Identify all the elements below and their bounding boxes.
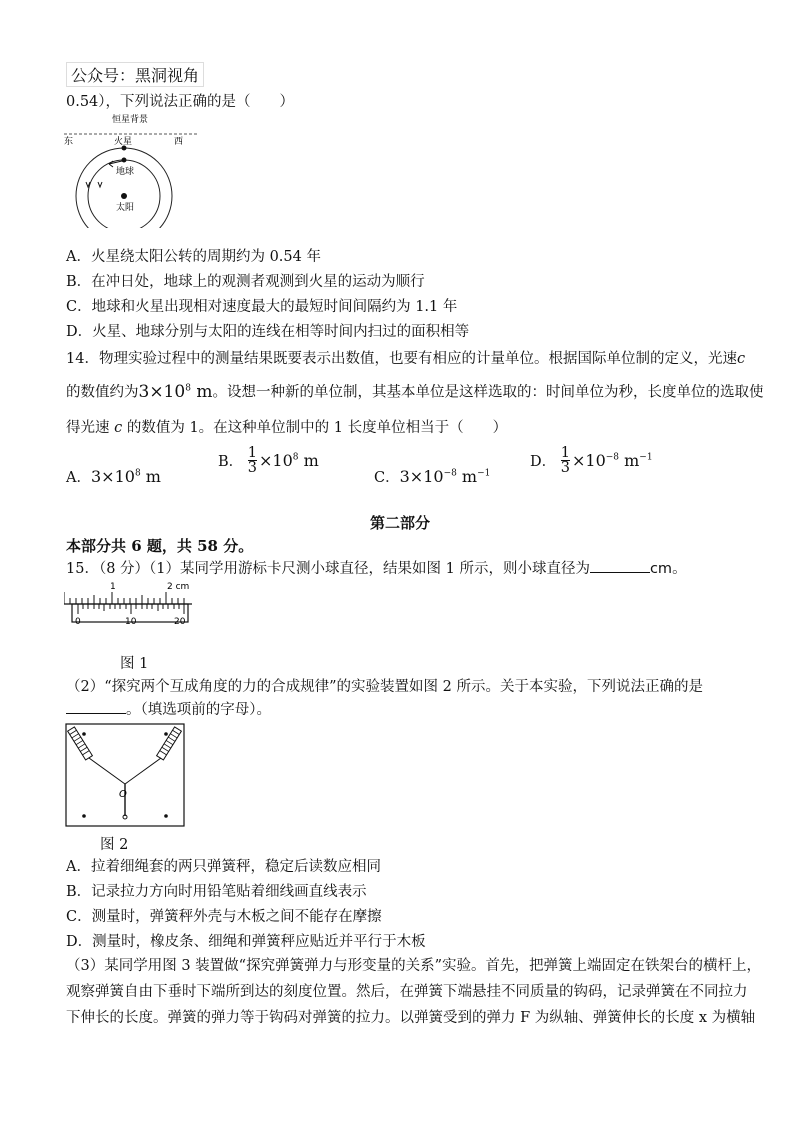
- q13-option-b: B．在冲日处，地球上的观测者观测到火星的运动为顺行: [66, 274, 425, 290]
- q15-part2-line2: [66, 700, 271, 720]
- q15-part1-text: 15．（8 分）（1）某同学用游标卡尺测小球直径，结果如图 1 所示，则小球直径为: [66, 561, 590, 577]
- vernier-label-10: 10: [125, 617, 137, 627]
- q15-unit: cm: [649, 561, 673, 577]
- option-exp: 8: [134, 468, 141, 479]
- q15-part3-line2: 观察弹簧自由下垂时下端所到达的刻度位置。然后，在弹簧下端悬挂不同质量的钩码，记录弹簧在不同拉力: [66, 984, 748, 1000]
- main-scale-ticks: [64, 592, 184, 604]
- pin: [82, 732, 86, 736]
- option-label: D．: [530, 454, 557, 470]
- q14-line2-post: 。设想一种新的单位制，其基本单位是这样选取的：时间单位为秒，长度单位的选取使: [212, 384, 764, 401]
- vernier-label-20: 20: [174, 617, 186, 627]
- vernier-caliper-figure: [64, 580, 194, 628]
- star-background-label: 恒星背景: [112, 115, 149, 125]
- q15-part2-line1: （2）“探究两个互成角度的力的合成规律”的实验装置如图 2 所示。关于本实验，下列说法正确的是: [66, 679, 703, 695]
- q14-line1-text: 14．物理实验过程中的测量结果既要表示出数值，也要有相应的计量单位。根据国际单位制的定义，光速: [66, 351, 737, 367]
- option-exp: −8: [443, 468, 457, 479]
- sun-label: 太阳: [116, 203, 135, 213]
- q15-part1: [66, 559, 687, 579]
- q15-option-a: A．拉着细绳套的两只弹簧秤，稳定后读数应相同: [66, 859, 381, 875]
- option-unit: m: [298, 451, 319, 470]
- q14-value: 3×10: [138, 381, 186, 402]
- q13-option-c: C．地球和火星出现相对速度最大的最短时间间隔约为 1.1 年: [66, 299, 458, 315]
- q14-line1: [66, 349, 745, 369]
- q13-option-a: A．火星绕太阳公转的周期约为 0.54 年: [66, 249, 321, 265]
- sun-dot: [121, 193, 127, 199]
- earth-dot: [122, 158, 127, 163]
- west-label: 西: [174, 137, 184, 147]
- numerator: 1: [247, 445, 257, 461]
- q15-option-c: C．测量时，弹簧秤外壳与木板之间不能存在摩擦: [66, 909, 382, 925]
- q14-line2: [66, 378, 763, 403]
- option-label: A．: [66, 470, 91, 486]
- q14-line2-pre: 的数值约为: [66, 384, 139, 401]
- pin: [164, 814, 168, 818]
- q13-stem: 0.54），下列说法正确的是（ ）: [66, 94, 295, 110]
- option-expr: ×10: [259, 451, 293, 470]
- q14-value-exp: 8: [185, 383, 191, 393]
- q14-var-c2: c: [114, 420, 123, 436]
- option-label: B．: [218, 454, 244, 470]
- option-unit: m: [619, 451, 640, 470]
- option-exp: −8: [605, 452, 620, 463]
- q15-end: 。: [672, 561, 687, 577]
- answer-blank[interactable]: [66, 713, 126, 714]
- q14-line3: [66, 418, 507, 438]
- q15-option-b: B．记录拉力方向时用铅笔贴着细线画直线表示: [66, 884, 367, 900]
- main-scale-label-1: 1: [110, 582, 116, 592]
- option-unit-exp: −1: [477, 468, 491, 479]
- part-title: 第二部分: [369, 514, 430, 532]
- pin: [82, 814, 86, 818]
- orbit-direction-icon: [86, 182, 102, 187]
- earth-label: 地球: [116, 167, 135, 177]
- q14-option-a: [66, 466, 161, 487]
- q13-option-d: D．火星、地球分别与太阳的连线在相等时间内扫过的面积相等: [66, 324, 470, 340]
- q15-part3-line3: 下伸长的长度。弹簧的弹力等于钩码对弹簧的拉力。以弹簧受到的弹力 F 为纵轴、弹簧伸长的长度 x 为横轴: [66, 1010, 756, 1026]
- option-label: C．: [374, 470, 400, 486]
- q15-part2-line2-text: 。（填选项前的字母）。: [126, 702, 271, 718]
- q14-option-d: [530, 446, 653, 475]
- q14-option-b: [218, 446, 319, 475]
- option-exp: 8: [292, 452, 299, 463]
- answer-blank[interactable]: [590, 572, 650, 573]
- fraction: [561, 446, 570, 475]
- vernier-scale-ticks: [78, 604, 184, 614]
- numerator: 1: [560, 445, 570, 461]
- figure-2-caption: 图 2: [100, 837, 129, 853]
- fraction: [248, 446, 257, 475]
- orbit-figure: [62, 112, 202, 228]
- force-experiment-figure: [62, 720, 192, 830]
- option-unit: m: [140, 467, 161, 486]
- point-o-label: O: [119, 789, 127, 800]
- q15-option-d: D．测量时，橡皮条、细绳和弹簧秤应贴近并平行于木板: [66, 934, 426, 950]
- main-scale-label-2: 2 cm: [167, 582, 190, 592]
- option-unit-exp: −1: [639, 452, 653, 463]
- q14-line3-pre: 得光速: [66, 420, 115, 436]
- figure-1-caption: 图 1: [120, 656, 149, 672]
- option-expr: 3×10: [399, 467, 444, 486]
- pin: [164, 732, 168, 736]
- q14-line3-post: 的数值为 1。在这种单位制中的 1 长度单位相当于（ ）: [122, 420, 508, 436]
- east-label: 东: [64, 137, 74, 147]
- q14-value-unit: m: [190, 381, 213, 402]
- option-expr: 3×10: [90, 467, 135, 486]
- q14-option-c: [374, 466, 490, 487]
- part-intro: 本部分共 6 题，共 58 分。: [66, 537, 254, 555]
- string-right: [125, 758, 161, 784]
- q14-var-c: c: [736, 351, 746, 367]
- spring-scale-left: [68, 727, 93, 760]
- vernier-label-0: 0: [75, 617, 81, 627]
- option-expr: ×10: [571, 451, 606, 470]
- spring-scale-right: [157, 727, 182, 760]
- string-left: [89, 758, 125, 784]
- mars-label: 火星: [114, 137, 133, 147]
- denominator: 3: [560, 460, 570, 476]
- denominator: 3: [247, 460, 257, 476]
- watermark: 公众号：黑洞视角: [66, 62, 204, 87]
- option-unit: m: [456, 467, 478, 486]
- q15-part3-line1: （3）某同学用图 3 装置做“探究弹簧弹力与形变量的关系”实验。首先，把弹簧上端固定在铁架台的横杆上，: [66, 958, 761, 974]
